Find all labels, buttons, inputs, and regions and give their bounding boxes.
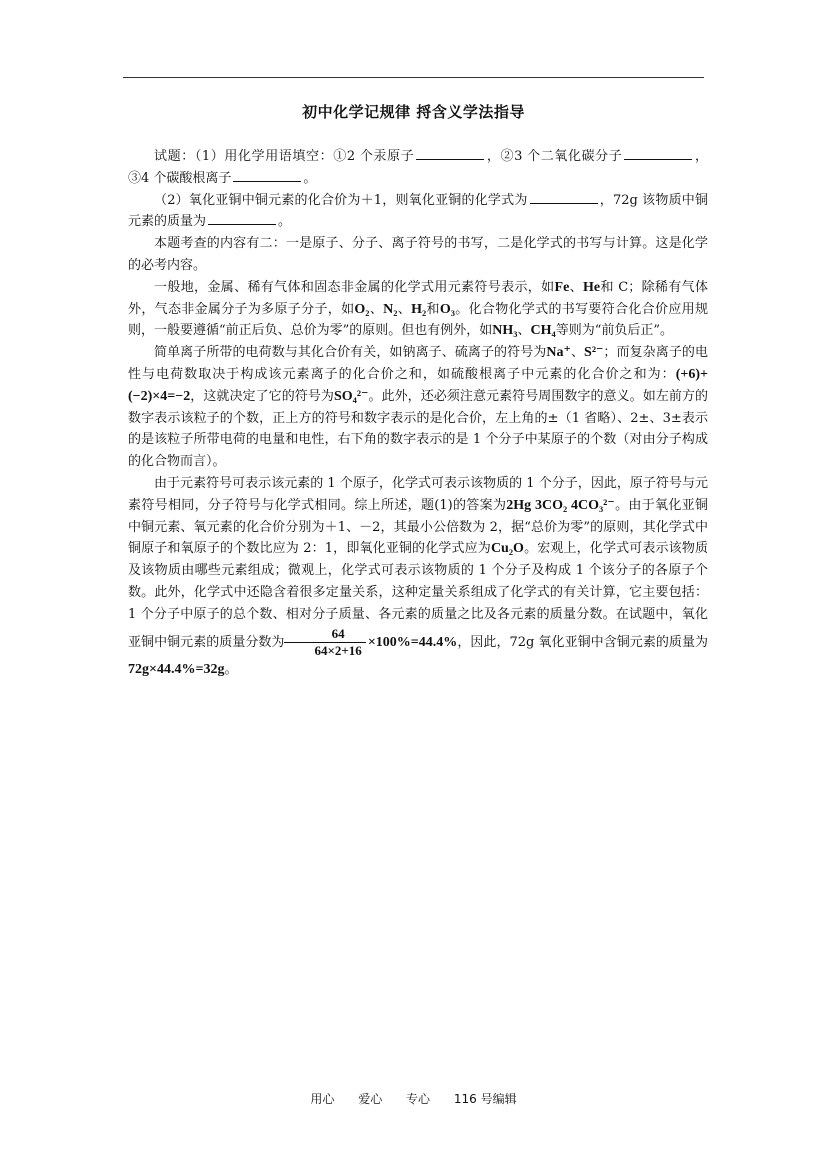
text: 、 [569, 279, 583, 295]
formula: He [582, 279, 601, 295]
text: ，这就决定了它的符号为 [190, 388, 334, 404]
answer-blank [624, 147, 692, 160]
formula: O₃ [439, 301, 455, 317]
paragraph-formula-writing [128, 277, 708, 342]
question-2 [128, 190, 708, 234]
text: 、 [369, 301, 384, 317]
q1-text: ，③4 个碳酸根离子 [128, 149, 708, 186]
q1-text: ，②3 个二氧化碳分子 [486, 149, 623, 164]
page-footer [0, 1090, 827, 1107]
formula: 2Hg 3CO₂ 4CO₃²⁻ [506, 497, 615, 513]
header-rule [123, 77, 704, 78]
q1-text: 试题：（1）用化学用语填空：①2 个汞原子 [154, 149, 415, 164]
text: ，因此，72g 氧化亚铜中含铜元素的质量为 [457, 634, 708, 650]
text: 一般地，金属、稀有气体和固态非金属的化学式用元素符号表示，如 [154, 279, 555, 295]
paragraph-ions [128, 342, 708, 473]
text: 、 [517, 323, 531, 339]
text: 和 C；除稀有气体外，气态非金属分子为多原子分子，如 [128, 279, 708, 317]
text: 和 [426, 301, 440, 317]
text: 、 [397, 301, 412, 317]
formula: O₂ [354, 301, 370, 317]
fraction [284, 626, 365, 659]
formula: S²⁻ [584, 345, 604, 361]
footer-item: 爱心 [358, 1092, 383, 1106]
q2-text: ，72g 该物质中铜元素的质量为 [128, 192, 708, 230]
text: 。此外，还必须注意元素符号周围数字的意义。如左前方的数字表示该粒子的个数，正上方的符号和数字表示的是化合价，左上角的±（1 省略）、2±、3±表示的是该粒子所带电荷的电量和电性，右下角的数字表示的是 1 个分子中某原子的个数（对由分子构成的化合物而言）。 [128, 388, 708, 470]
answer-blank [416, 147, 484, 160]
footer-item: 用心 [310, 1092, 335, 1106]
text: 。 [224, 661, 238, 677]
paragraph-scope: 本题考查的内容有二：一是原子、分子、离子符号的书写，二是化学式的书写与计算。这是化学的必考内容。 [128, 236, 708, 273]
text: 。化合物化学式的书写要符合化合价应用规则，一般要遵循“前正后负、总价为零”的原则。但也有例外，如 [128, 301, 708, 339]
formula: NH₃ [492, 323, 518, 339]
text: 由于元素符号可表示该元素的 1 个原子，化学式可表示该物质的 1 个分子，因此，原子符号与元素符号相同，分子符号与化学式相同。综上所述，题(1)的答案为 [128, 475, 708, 513]
text: 。由于氧化亚铜中铜元素、氧元素的化合价分别为＋1、－2，其最小公倍数为 2，据“总价为零”的原则，其化学式中铜原子和氧原子的个数比应为 2：1，即氧化亚铜的化学式应为 [128, 497, 708, 557]
footer-item: 专心 [406, 1092, 431, 1106]
q1-text: 。 [303, 170, 317, 186]
equation: 72g×44.4%=32g [128, 661, 225, 677]
article-body [128, 146, 708, 680]
q2-text: （2）氧化亚铜中铜元素的化合价为＋1，则氧化亚铜的化学式为 [154, 192, 528, 208]
question-1 [128, 146, 708, 190]
formula: Fe [554, 279, 570, 295]
formula: Na⁺ [546, 345, 571, 361]
footer-item: 116 号编辑 [453, 1092, 517, 1106]
text: 等则为“前负后正”。 [555, 323, 674, 339]
page-title: 初中化学记规律 捋含义学法指导 [302, 103, 525, 121]
formula: SO₄²⁻ [333, 388, 369, 404]
text: ；而复杂离子的电性与电荷数取决于构成该元素离子的化合价之和，如硫酸根离子中元素的化合价之和为： [128, 345, 708, 382]
text: 简单离子所带的电荷数与其化合价有关，如钠离子、硫离子的符号为 [154, 345, 547, 361]
fraction-denominator: 64×2+16 [314, 642, 362, 658]
formula: Cu₂O [490, 541, 524, 557]
text: 、 [570, 345, 585, 361]
formula: H₂ [411, 301, 427, 317]
q2-text: 。 [278, 214, 292, 230]
formula: CH₄ [530, 323, 556, 339]
answer-blank [530, 191, 598, 204]
equation: (+6)+(−2)×4=−2 [128, 366, 708, 404]
text: 。宏观上，化学式可表示该物质及该物质由哪些元素组成；微观上，化学式可表示该物质的 1 个分子及构成 1 个该分子的各原子个数。此外，化学式中还隐含着很多定量关系，这种定量关系组成了化学式的有关计算，它主要包括：1 个分子中原子的总个数、相对分子质量、各元素的质量之比及各元素的质量分数。在试题中，氧化亚铜中铜元素的质量分数为 [128, 541, 708, 650]
answer-blank [208, 212, 276, 225]
paragraph-answer [128, 473, 708, 680]
formula: N₂ [383, 301, 398, 317]
equation: ×100%=44.4% [367, 634, 458, 650]
answer-blank [233, 169, 301, 182]
fraction-numerator: 64 [284, 626, 365, 643]
